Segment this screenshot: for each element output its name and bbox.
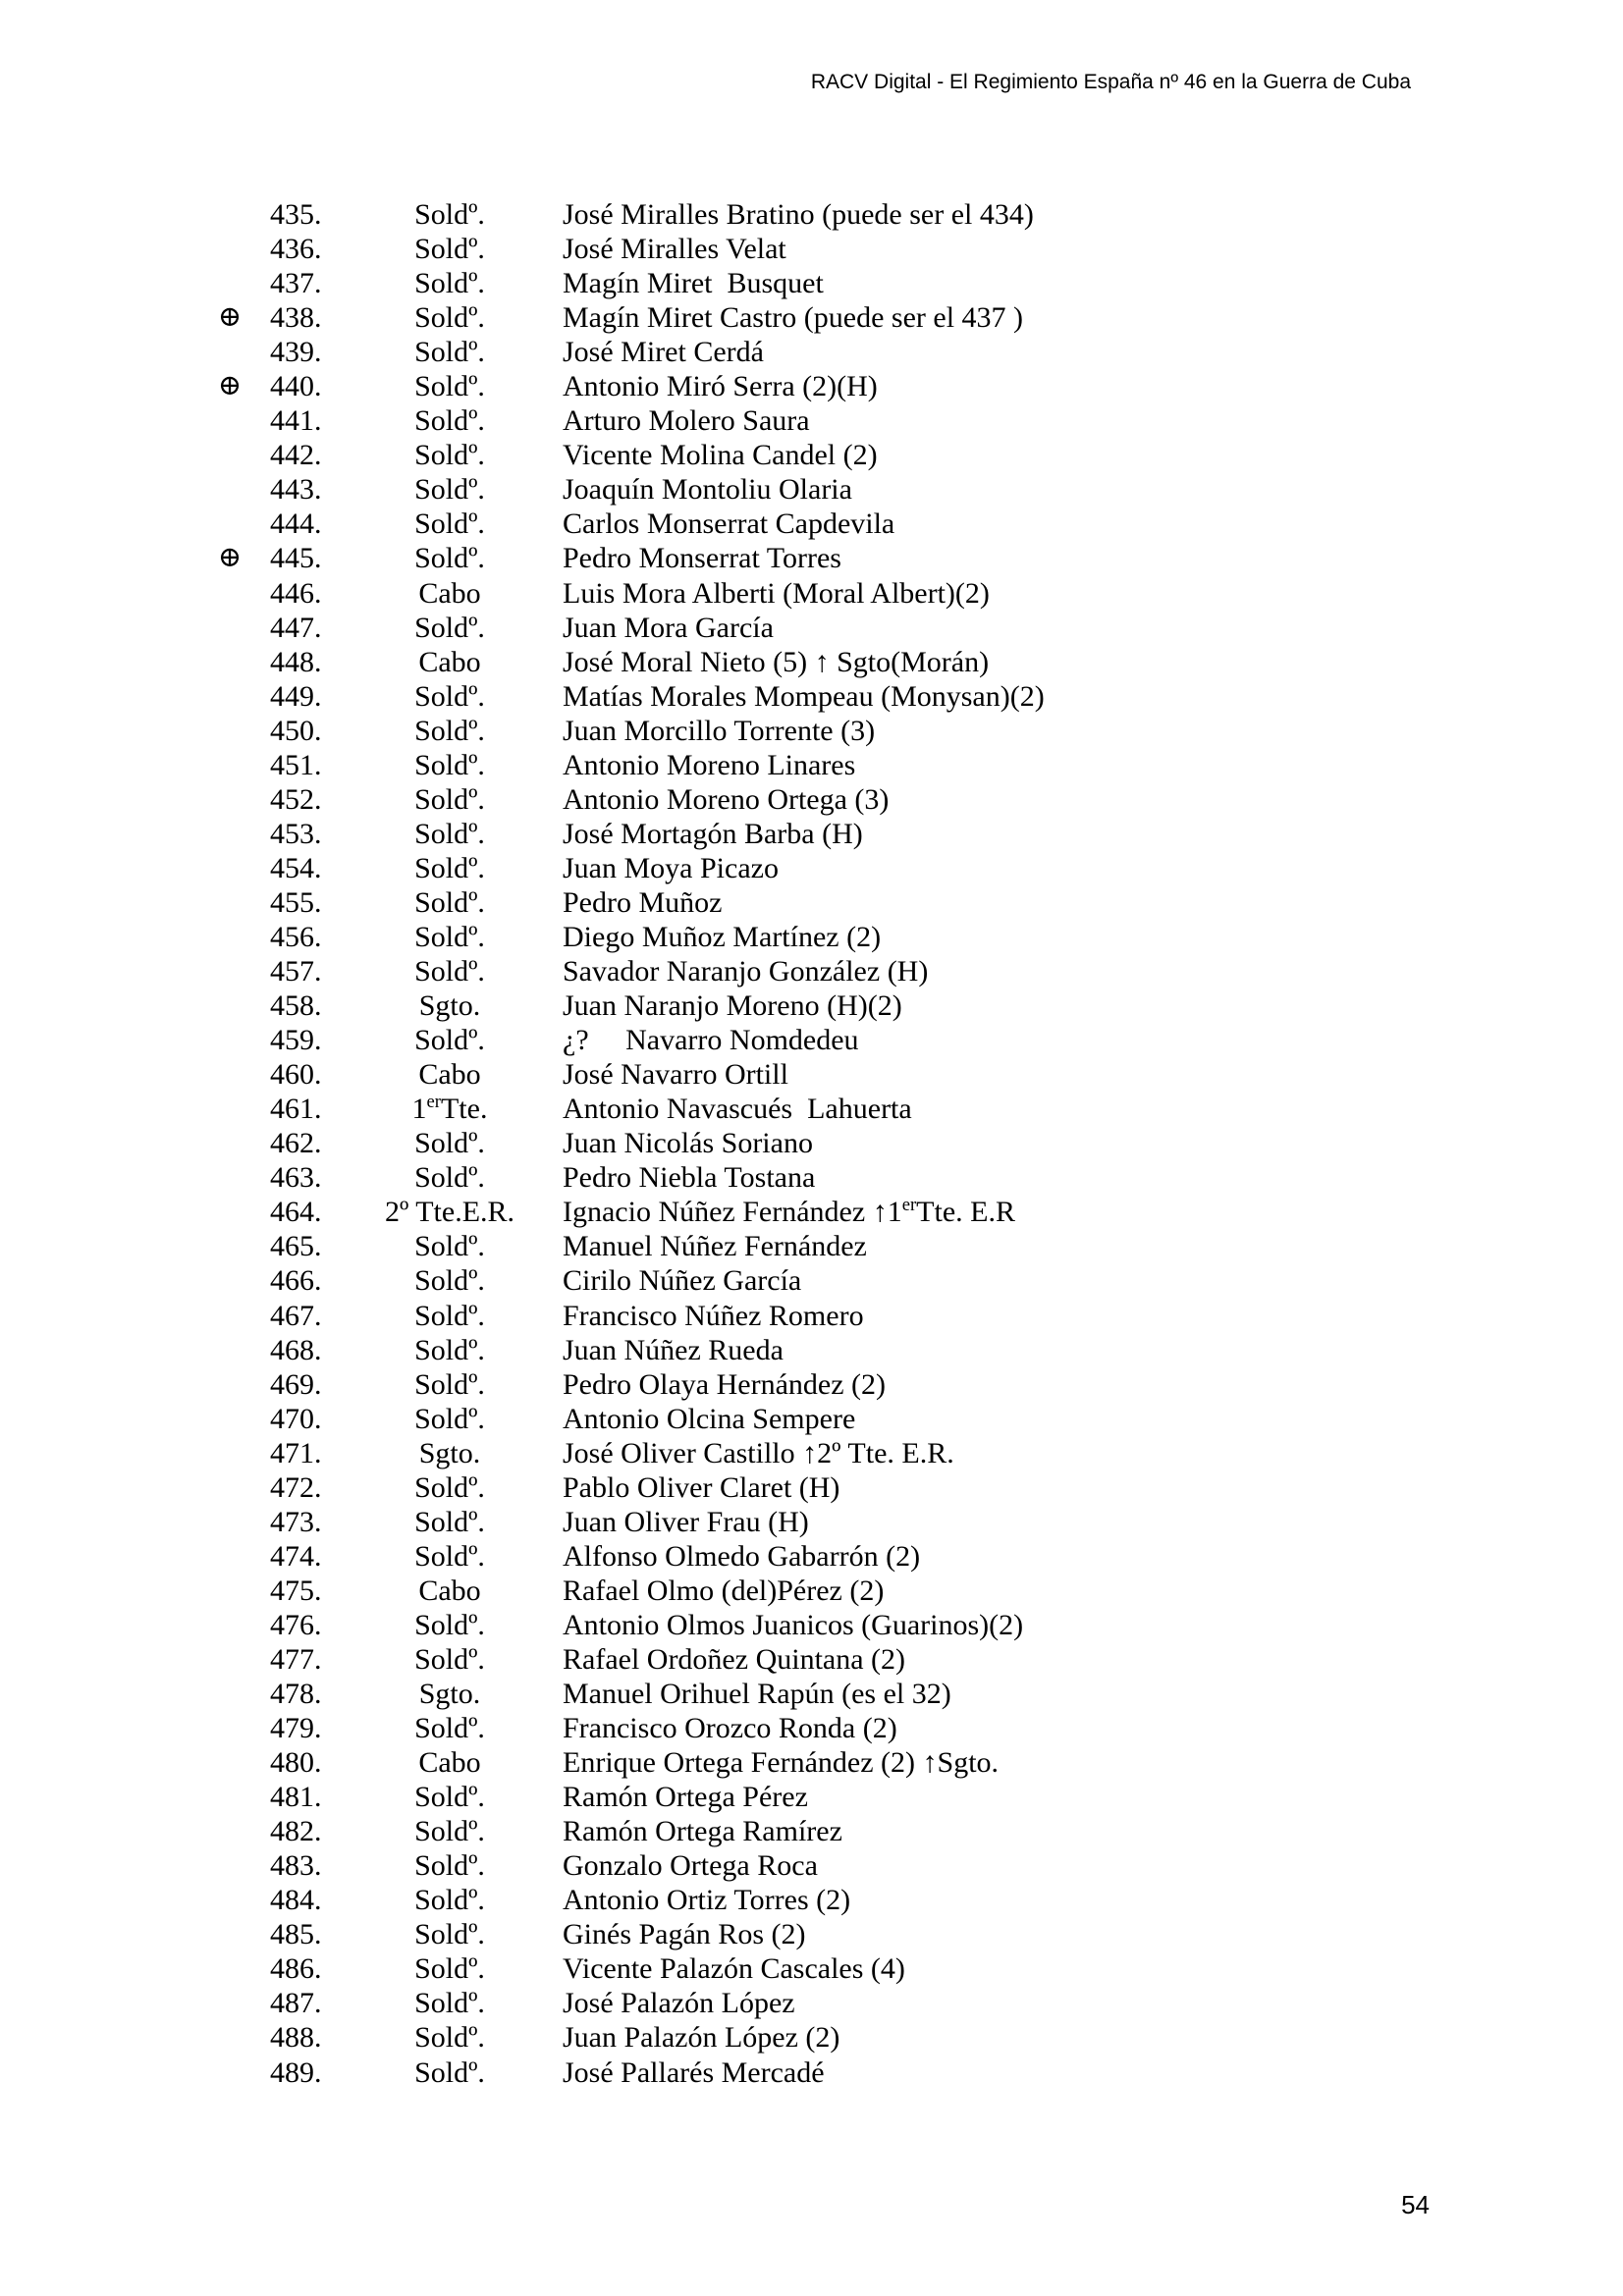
soldier-name: Francisco Orozco Ronda (2) [563,1712,897,1745]
roster-row [0,1574,1623,1608]
entry-number: 479. [270,1712,322,1745]
soldier-name: Diego Muñoz Martínez (2) [563,920,882,953]
rank-label: Soldº. [414,1367,485,1401]
rank-label: Soldº. [414,404,485,438]
entry-number: 480. [270,1746,322,1780]
rank-label: Soldº. [414,748,485,781]
soldier-name: Antonio Moreno Linares [563,748,856,781]
rank-label: Soldº. [414,1470,485,1504]
rank-label: Soldº. [414,1127,485,1160]
roster-row [0,1470,1623,1505]
soldier-name: Juan Nicolás Soriano [563,1127,813,1160]
rank-label: Sgto. [418,1678,481,1711]
roster-row [0,1539,1623,1574]
soldier-name: Cirilo Núñez García [563,1264,802,1298]
entry-number: 438. [270,301,322,335]
rank-label: Soldº. [414,1918,485,1951]
soldier-name: Antonio Ortiz Torres (2) [563,1884,851,1917]
deceased-marker-icon: ⊕ [217,301,243,334]
soldier-name: José Mortagón Barba (H) [563,817,863,850]
rank-label: Soldº. [414,611,485,644]
roster-row [0,954,1623,988]
soldier-name: José Moral Nieto (5) ↑ Sgto(Morán) [563,645,990,678]
roster-row [0,1263,1623,1298]
rank-label: Soldº. [414,817,485,850]
rank-label: Soldº. [414,1815,485,1848]
rank-label: Soldº. [414,1849,485,1883]
entry-number: 457. [270,955,322,988]
entry-number: 459. [270,1024,322,1057]
entry-number: 478. [270,1678,322,1711]
soldier-name: Pedro Niebla Tostana [563,1161,816,1195]
roster-row [0,1780,1623,1814]
roster-row [0,645,1623,679]
roster-row [0,438,1623,472]
rank-label: Soldº. [414,2021,485,2055]
soldier-name: Magín Miret Castro (puede ser el 437 ) [563,301,1024,335]
entry-number: 461. [270,1093,322,1126]
rank-label: Soldº. [414,473,485,507]
entry-number: 473. [270,1505,322,1538]
roster-row [0,885,1623,920]
entry-number: 435. [270,198,322,231]
soldier-name: Pablo Oliver Claret (H) [563,1470,840,1504]
roster-row [0,714,1623,748]
rank-label: Soldº. [414,1539,485,1573]
soldier-name: Juan Oliver Frau (H) [563,1505,809,1538]
entry-number: 445. [270,542,322,575]
soldier-name: Vicente Palazón Cascales (4) [563,1952,905,1986]
entry-number: 472. [270,1470,322,1504]
entry-number: 485. [270,1918,322,1951]
entry-number: 489. [270,2056,322,2089]
soldier-name: Savador Naranjo González (H) [563,955,929,988]
roster-row [0,1883,1623,1917]
entry-number: 454. [270,851,322,884]
entry-number: 486. [270,1952,322,1986]
rank-label: 1erTte. [411,1092,488,1126]
entry-number: 450. [270,714,322,747]
roster-row [0,748,1623,782]
soldier-name: José Miralles Bratino (puede ser el 434) [563,198,1034,231]
soldier-name: Ramón Ortega Ramírez [563,1815,842,1848]
rank-label: Sgto. [418,989,481,1023]
rank-label: Soldº. [414,1781,485,1814]
soldier-name: Vicente Molina Candel (2) [563,439,878,472]
entry-number: 441. [270,404,322,438]
rank-label: 2º Tte.E.R. [384,1196,515,1229]
rank-label: Soldº. [414,1712,485,1745]
soldier-name: Rafael Ordoñez Quintana (2) [563,1642,906,1676]
roster-row [0,2020,1623,2055]
soldier-name: Juan Morcillo Torrente (3) [563,714,876,747]
rank-label: Soldº. [414,1161,485,1195]
entry-number: 487. [270,1987,322,2020]
roster-row [0,1917,1623,1951]
roster-row [0,2056,1623,2090]
soldier-name: José Miralles Velat [563,233,786,266]
entry-number: 471. [270,1436,322,1469]
roster-row [0,988,1623,1023]
soldier-name: Antonio Moreno Ortega (3) [563,782,890,816]
rank-label: Cabo [418,1574,481,1607]
rank-label: Soldº. [414,714,485,747]
soldier-name: Manuel Orihuel Rapún (es el 32) [563,1678,951,1711]
entry-number: 488. [270,2021,322,2055]
roster-row [0,1677,1623,1711]
roster-row [0,541,1623,575]
soldier-name: Juan Moya Picazo [563,851,779,884]
entry-number: 442. [270,439,322,472]
roster-row [0,266,1623,300]
rank-label: Soldº. [414,1299,485,1332]
rank-label: Soldº. [414,507,485,541]
roster-row [0,782,1623,817]
rank-label: Soldº. [414,1884,485,1917]
page-header-title: RACV Digital - El Regimiento España nº 46 en la Guerra de Cuba [810,71,1411,93]
roster-row [0,1023,1623,1057]
rank-label: Soldº. [414,1505,485,1538]
page-number: 54 [1401,2190,1430,2219]
rank-label: Soldº. [414,2056,485,2089]
soldier-name: José Navarro Ortill [563,1058,788,1092]
entry-number: 447. [270,611,322,644]
soldier-name: Juan Naranjo Moreno (H)(2) [563,989,902,1023]
roster-row [0,1814,1623,1848]
soldier-name: Carlos Monserrat Capdevila [563,507,895,541]
entry-number: 449. [270,679,322,713]
soldier-name: Manuel Núñez Fernández [563,1230,867,1263]
rank-label: Soldº. [414,885,485,919]
soldier-name: Antonio Olmos Juanicos (Guarinos)(2) [563,1608,1024,1641]
soldier-name: Ramón Ortega Pérez [563,1781,808,1814]
entry-number: 475. [270,1574,322,1607]
soldier-name: José Miret Cerdá [563,336,764,369]
entry-number: 467. [270,1299,322,1332]
entry-number: 469. [270,1367,322,1401]
soldier-name: Ginés Pagán Ros (2) [563,1918,806,1951]
roster-row [0,369,1623,403]
entry-number: 446. [270,576,322,610]
soldier-name: Luis Mora Alberti (Moral Albert)(2) [563,576,990,610]
roster-row [0,1367,1623,1402]
entry-number: 484. [270,1884,322,1917]
soldier-name: Magín Miret Busquet [563,267,824,300]
rank-label: Soldº. [414,851,485,884]
entry-number: 458. [270,989,322,1023]
soldier-name: Arturo Molero Saura [563,404,810,438]
rank-label: Soldº. [414,955,485,988]
roster-row [0,1160,1623,1195]
roster-row [0,1608,1623,1642]
entry-number: 444. [270,507,322,541]
roster-row [0,611,1623,645]
rank-label: Soldº. [414,301,485,335]
soldier-roster-list [0,197,1623,2090]
soldier-name: Pedro Muñoz [563,885,723,919]
soldier-name: Alfonso Olmedo Gabarrón (2) [563,1539,921,1573]
entry-number: 476. [270,1608,322,1641]
entry-number: 468. [270,1333,322,1366]
soldier-name: Pedro Monserrat Torres [563,542,841,575]
entry-number: 456. [270,920,322,953]
rank-label: Cabo [418,645,481,678]
entry-number: 443. [270,473,322,507]
soldier-name: Gonzalo Ortega Roca [563,1849,818,1883]
roster-row [0,197,1623,232]
roster-row [0,1505,1623,1539]
soldier-name: ¿? Navarro Nomdedeu [563,1024,859,1057]
roster-row [0,920,1623,954]
rank-label: Soldº. [414,679,485,713]
entry-number: 465. [270,1230,322,1263]
roster-row [0,576,1623,611]
roster-row [0,851,1623,885]
soldier-name: José Oliver Castillo ↑2º Tte. E.R. [563,1436,954,1469]
rank-label: Soldº. [414,1987,485,2020]
roster-row [0,817,1623,851]
roster-row [0,300,1623,335]
roster-row [0,1126,1623,1160]
roster-row [0,335,1623,369]
entry-number: 463. [270,1161,322,1195]
deceased-marker-icon: ⊕ [217,542,243,574]
soldier-name: Joaquín Montoliu Olaria [563,473,852,507]
entry-number: 455. [270,885,322,919]
entry-number: 451. [270,748,322,781]
soldier-name: Antonio Navascués Lahuerta [563,1093,912,1126]
entry-number: 448. [270,645,322,678]
rank-label: Soldº. [414,1952,485,1986]
roster-row [0,1299,1623,1333]
roster-row [0,679,1623,714]
entry-number: 462. [270,1127,322,1160]
soldier-name: Antonio Olcina Sempere [563,1402,856,1435]
entry-number: 481. [270,1781,322,1814]
deceased-marker-icon: ⊕ [217,370,243,402]
soldier-name: José Palazón López [563,1987,795,2020]
roster-row [0,1333,1623,1367]
roster-row [0,1229,1623,1263]
rank-label: Soldº. [414,198,485,231]
entry-number: 474. [270,1539,322,1573]
soldier-name: Antonio Miró Serra (2)(H) [563,370,878,403]
roster-row [0,1057,1623,1092]
entry-number: 483. [270,1849,322,1883]
entry-number: 453. [270,817,322,850]
roster-row [0,1402,1623,1436]
rank-label: Soldº. [414,1642,485,1676]
rank-label: Soldº. [414,542,485,575]
rank-label: Soldº. [414,439,485,472]
entry-number: 440. [270,370,322,403]
roster-row [0,232,1623,266]
rank-label: Cabo [418,1058,481,1092]
roster-row [0,403,1623,438]
soldier-name: Juan Núñez Rueda [563,1333,784,1366]
roster-row [0,1436,1623,1470]
soldier-name: Juan Palazón López (2) [563,2021,840,2055]
roster-row [0,1195,1623,1229]
rank-label: Sgto. [418,1436,481,1469]
roster-row [0,1711,1623,1745]
roster-row [0,1092,1623,1126]
entry-number: 482. [270,1815,322,1848]
entry-number: 470. [270,1402,322,1435]
rank-label: Soldº. [414,1024,485,1057]
soldier-name: Pedro Olaya Hernández (2) [563,1367,887,1401]
rank-label: Soldº. [414,233,485,266]
rank-label: Soldº. [414,370,485,403]
rank-label: Cabo [418,1746,481,1780]
entry-number: 439. [270,336,322,369]
rank-label: Soldº. [414,920,485,953]
entry-number: 437. [270,267,322,300]
entry-number: 460. [270,1058,322,1092]
entry-number: 466. [270,1264,322,1298]
roster-row [0,1642,1623,1677]
rank-label: Soldº. [414,336,485,369]
rank-label: Soldº. [414,1264,485,1298]
soldier-name: José Pallarés Mercadé [563,2056,825,2089]
rank-label: Soldº. [414,1402,485,1435]
entry-number: 477. [270,1642,322,1676]
roster-row [0,1951,1623,1986]
rank-label: Cabo [418,576,481,610]
soldier-name: Francisco Núñez Romero [563,1299,864,1332]
soldier-name: Matías Morales Mompeau (Monysan)(2) [563,679,1045,713]
soldier-name: Ignacio Núñez Fernández ↑1erTte. E.R [563,1195,1015,1229]
roster-row [0,1986,1623,2020]
roster-row [0,472,1623,507]
roster-row [0,1848,1623,1883]
entry-number: 452. [270,782,322,816]
rank-label: Soldº. [414,1333,485,1366]
rank-label: Soldº. [414,267,485,300]
rank-label: Soldº. [414,1230,485,1263]
soldier-name: Juan Mora García [563,611,774,644]
entry-number: 436. [270,233,322,266]
soldier-name: Enrique Ortega Fernández (2) ↑Sgto. [563,1746,1000,1780]
entry-number: 464. [270,1196,322,1229]
rank-label: Soldº. [414,1608,485,1641]
roster-row [0,1745,1623,1780]
rank-label: Soldº. [414,782,485,816]
roster-row [0,507,1623,541]
soldier-name: Rafael Olmo (del)Pérez (2) [563,1574,885,1607]
